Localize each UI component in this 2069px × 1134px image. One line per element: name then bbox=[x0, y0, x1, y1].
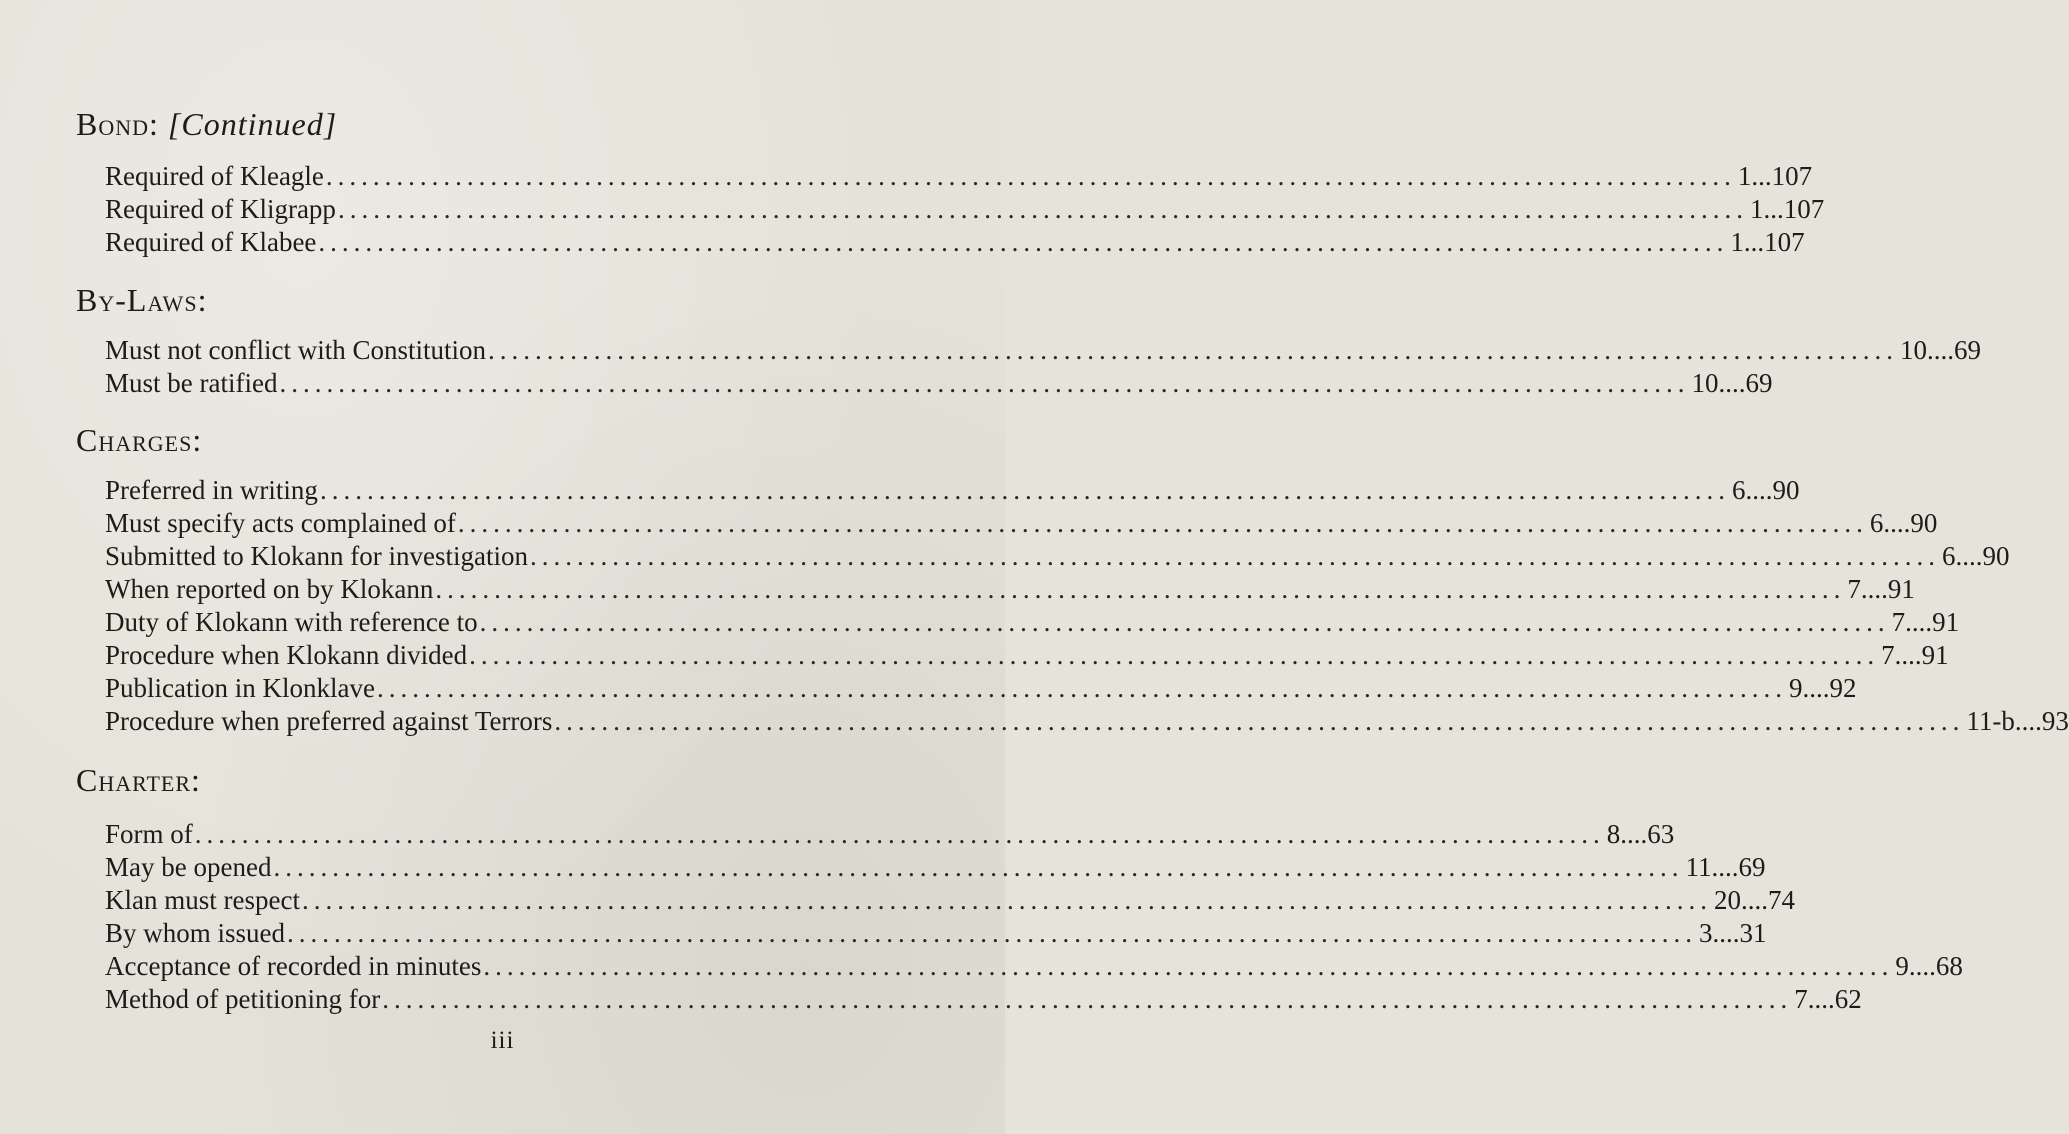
section-heading bbox=[76, 106, 337, 142]
index-entry bbox=[105, 573, 1915, 605]
section-heading bbox=[76, 422, 202, 458]
entry-reference: 6....90 bbox=[1869, 508, 1938, 538]
dot-leader: ........................................................................................................................ bbox=[325, 161, 1736, 191]
continued-note: [Continued] bbox=[167, 106, 338, 142]
section-heading bbox=[76, 762, 201, 798]
entry-label: Publication in Klonklave bbox=[105, 673, 375, 703]
dot-leader: ........................................................................................................................ bbox=[319, 475, 1730, 505]
index-entry bbox=[105, 950, 1963, 982]
entry-reference: 6....90 bbox=[1731, 475, 1800, 505]
index-entry bbox=[105, 507, 1938, 539]
index-entry bbox=[105, 639, 1949, 671]
entry-reference: 1...107 bbox=[1737, 161, 1813, 191]
entry-label: Method of petitioning for bbox=[105, 984, 381, 1014]
entry-reference: 3....31 bbox=[1699, 918, 1767, 948]
entry-label: Required of Klabee bbox=[105, 227, 317, 257]
heading-colon: : bbox=[192, 422, 203, 458]
dot-leader: ........................................................................................................................ bbox=[337, 194, 1748, 224]
index-entry bbox=[105, 818, 1675, 850]
index-entry bbox=[105, 983, 1862, 1015]
dot-leader: ........................................................................................................................ bbox=[279, 368, 1690, 398]
entry-label: Submitted to Klokann for investigation bbox=[105, 541, 528, 571]
index-entry bbox=[105, 884, 1795, 916]
entry-label: Acceptance of recorded in minutes bbox=[105, 951, 482, 981]
dot-leader: ........................................................................................................................ bbox=[457, 508, 1868, 538]
entry-reference: 10....69 bbox=[1691, 368, 1773, 398]
section-heading bbox=[76, 282, 207, 318]
entry-label: Required of Kligrapp bbox=[105, 194, 336, 224]
heading-colon: : bbox=[197, 282, 208, 318]
entry-label: Klan must respect bbox=[105, 885, 300, 915]
dot-leader: ........................................................................................................................ bbox=[488, 335, 1899, 365]
index-entry bbox=[105, 474, 1800, 506]
index-entry bbox=[105, 917, 1767, 949]
entry-label: Procedure when preferred against Terrors bbox=[105, 706, 553, 736]
index-entry bbox=[105, 672, 1857, 704]
entry-label: Required of Kleagle bbox=[105, 161, 324, 191]
index-entry bbox=[105, 540, 2010, 572]
dot-leader: ........................................................................................................................ bbox=[529, 541, 1940, 571]
dot-leader: ........................................................................................................................ bbox=[376, 673, 1787, 703]
heading-text: Bond bbox=[76, 106, 150, 142]
entry-reference: 10....69 bbox=[1900, 335, 1982, 365]
entry-reference: 1...107 bbox=[1730, 227, 1805, 257]
dot-leader: ........................................................................................................................ bbox=[479, 607, 1890, 637]
index-entry bbox=[105, 705, 2069, 737]
dot-leader: ........................................................................................................................ bbox=[483, 951, 1894, 981]
entry-label: May be opened bbox=[105, 852, 272, 882]
heading-text: By-Laws bbox=[76, 282, 198, 318]
entry-reference: 7....91 bbox=[1881, 640, 1949, 670]
index-entry bbox=[105, 367, 1773, 399]
entry-reference: 8....63 bbox=[1606, 819, 1675, 849]
entry-label: Duty of Klokann with reference to bbox=[105, 607, 478, 637]
entry-label: Procedure when Klokann divided bbox=[105, 640, 468, 670]
entry-reference: 6....90 bbox=[1941, 541, 2010, 571]
entry-reference: 9....92 bbox=[1788, 673, 1857, 703]
entry-reference: 7....91 bbox=[1847, 574, 1915, 604]
entry-reference: 7....62 bbox=[1794, 984, 1862, 1014]
entry-label: Must specify acts complained of bbox=[105, 508, 456, 538]
dot-leader: ........................................................................................................................ bbox=[469, 640, 1880, 670]
entry-reference: 20....74 bbox=[1713, 885, 1795, 915]
entry-reference: 1...107 bbox=[1749, 194, 1825, 224]
index-entry bbox=[105, 334, 1982, 366]
heading-colon: : bbox=[191, 762, 201, 798]
dot-leader: ........................................................................................................................ bbox=[554, 706, 1965, 736]
entry-reference: 11-b....93 bbox=[1966, 706, 2069, 736]
entry-label: Must be ratified bbox=[105, 368, 278, 398]
dot-leader: ........................................................................................................................ bbox=[435, 574, 1846, 604]
dot-leader: ........................................................................................................................ bbox=[301, 885, 1712, 915]
page-number: iii bbox=[490, 1027, 515, 1054]
index-entry bbox=[105, 226, 1805, 258]
dot-leader: ........................................................................................................................ bbox=[318, 227, 1729, 257]
index-entry bbox=[105, 851, 1766, 883]
dot-leader: ........................................................................................................................ bbox=[273, 852, 1684, 882]
entry-reference: 11....69 bbox=[1685, 852, 1766, 882]
heading-text: Charges bbox=[76, 422, 193, 458]
entry-label: When reported on by Klokann bbox=[105, 574, 434, 604]
entry-reference: 9....68 bbox=[1895, 951, 1963, 981]
entry-reference: 7....91 bbox=[1891, 607, 1960, 637]
dot-leader: ........................................................................................................................ bbox=[194, 819, 1605, 849]
entry-label: By whom issued bbox=[105, 918, 286, 948]
index-entry bbox=[105, 193, 1825, 225]
entry-label: Must not conflict with Constitution bbox=[105, 335, 487, 365]
entry-label: Form of bbox=[105, 819, 193, 849]
entry-label: Preferred in writing bbox=[105, 475, 318, 505]
heading-text: Charter bbox=[76, 762, 192, 798]
dot-leader: ........................................................................................................................ bbox=[287, 918, 1698, 948]
index-entry bbox=[105, 606, 1960, 638]
index-entry bbox=[105, 160, 1813, 192]
dot-leader: ........................................................................................................................ bbox=[382, 984, 1793, 1014]
heading-colon: : bbox=[149, 106, 168, 142]
